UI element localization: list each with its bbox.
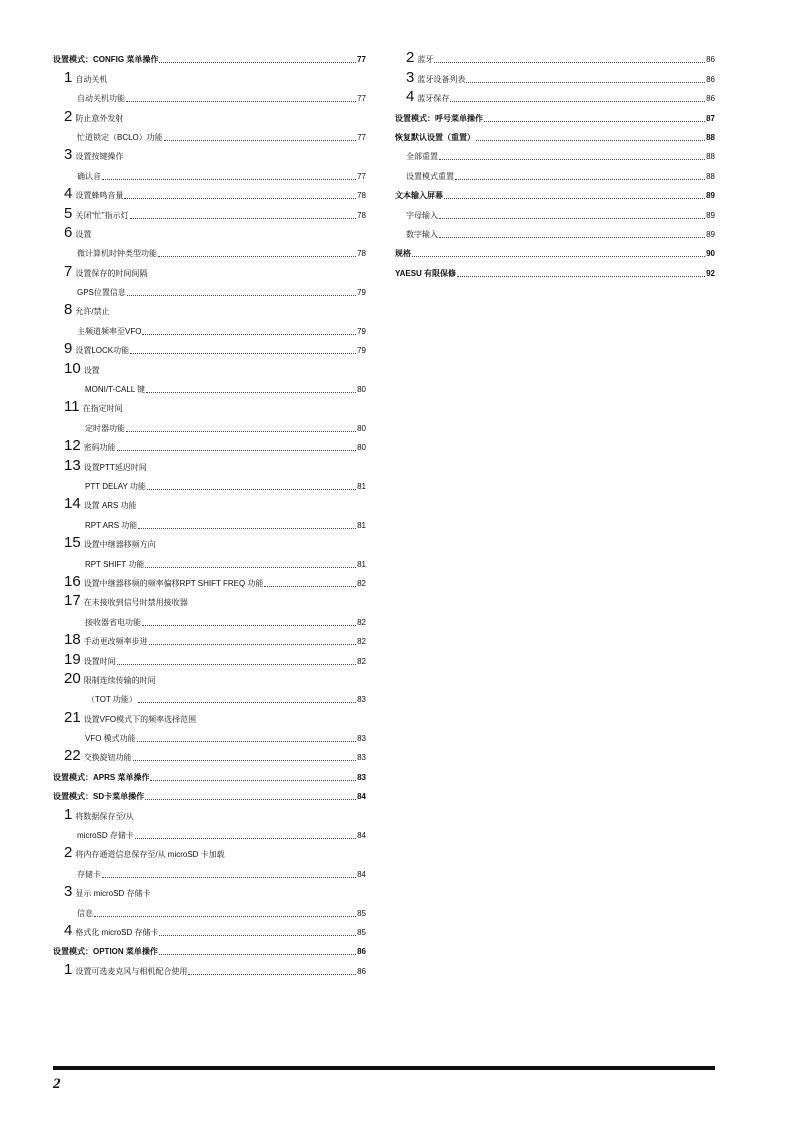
- dot-leader: [145, 799, 356, 800]
- toc-sub-item[interactable]: [395, 221, 715, 240]
- item-number: 2: [64, 844, 73, 862]
- page-ref: 82: [357, 578, 366, 588]
- item-title: 蓝牙: [417, 55, 434, 65]
- toc-sub-item[interactable]: [53, 317, 366, 336]
- dot-leader: [124, 198, 356, 199]
- dot-leader: [264, 586, 356, 587]
- toc-section-heading[interactable]: [395, 124, 715, 143]
- item-title: 设置VFO模式下的频率选择范围: [83, 714, 197, 724]
- page-ref: 86: [706, 55, 715, 65]
- toc-sub-item[interactable]: [53, 899, 366, 918]
- item-title: 设置: [83, 365, 100, 375]
- item-title: 在指定时间: [82, 404, 123, 414]
- item-title: 设置中继器移频方向: [83, 540, 156, 550]
- page-ref: 82: [357, 637, 366, 647]
- dot-leader: [146, 392, 356, 393]
- item-number: 1: [64, 68, 73, 86]
- item-title: 设置模式：APRS 菜单操作: [53, 772, 150, 782]
- toc-numbered-item: [53, 104, 366, 123]
- toc-sub-item[interactable]: [53, 162, 366, 181]
- toc-sub-item[interactable]: [53, 473, 366, 492]
- toc-numbered-item[interactable]: [53, 957, 366, 976]
- dot-leader: [159, 62, 356, 63]
- item-title: 字母输入: [406, 210, 438, 220]
- page-ref: 79: [357, 346, 366, 356]
- item-title: 交换旋钮功能: [83, 753, 132, 763]
- dot-leader: [439, 237, 705, 238]
- item-number: 2: [406, 49, 415, 67]
- item-title: 设置LOCK功能: [75, 346, 130, 356]
- toc-sub-item[interactable]: [53, 124, 366, 143]
- item-number: 7: [64, 262, 73, 280]
- item-title: PTT DELAY 功能: [85, 481, 146, 491]
- dot-leader: [149, 644, 356, 645]
- page-ref: 77: [357, 94, 366, 104]
- dot-leader: [94, 916, 356, 917]
- dot-leader: [439, 218, 705, 219]
- toc-numbered-item[interactable]: [53, 919, 366, 938]
- item-number: 6: [64, 223, 73, 241]
- item-number: 4: [406, 88, 415, 106]
- item-title: 设置模式：OPTION 菜单操作: [53, 947, 158, 957]
- dot-leader: [135, 838, 356, 839]
- item-title: 设置模式：呼号菜单操作: [395, 113, 483, 123]
- toc-numbered-item: [53, 221, 366, 240]
- page-ref: 80: [357, 423, 366, 433]
- toc-sub-item[interactable]: [53, 686, 366, 705]
- dot-leader: [476, 140, 705, 141]
- toc-sub-item[interactable]: [53, 725, 366, 744]
- toc-sub-item[interactable]: [53, 550, 366, 569]
- page-ref: 79: [357, 288, 366, 298]
- page-ref: 82: [357, 617, 366, 627]
- toc-numbered-item[interactable]: [53, 434, 366, 453]
- item-number: 5: [64, 204, 73, 222]
- toc-section-heading[interactable]: [395, 182, 715, 201]
- toc-numbered-item: [53, 531, 366, 550]
- toc-numbered-item[interactable]: [53, 647, 366, 666]
- item-number: 3: [64, 883, 73, 901]
- item-title: 密码功能: [83, 443, 116, 453]
- item-title: 设置时间: [83, 656, 116, 666]
- item-number: 1: [64, 960, 73, 978]
- page-ref: 81: [357, 481, 366, 491]
- toc-sub-item[interactable]: [53, 279, 366, 298]
- dot-leader: [137, 741, 356, 742]
- page-ref: 83: [357, 772, 366, 782]
- item-number: 14: [64, 495, 81, 513]
- dot-leader: [158, 256, 356, 257]
- item-number: 21: [64, 708, 81, 726]
- item-title: 设置蜂鸣音量: [75, 191, 124, 201]
- page-ref: 81: [357, 520, 366, 530]
- item-number: 15: [64, 534, 81, 552]
- toc-sub-item[interactable]: [53, 511, 366, 530]
- page-ref: 89: [706, 191, 715, 201]
- item-number: 22: [64, 747, 81, 765]
- page-ref: 86: [706, 74, 715, 84]
- item-number: 16: [64, 572, 81, 590]
- page-ref: 88: [706, 152, 715, 162]
- toc-section-heading[interactable]: [395, 104, 715, 123]
- item-title: 显示 microSD 存储卡: [75, 889, 151, 899]
- item-number: 2: [64, 107, 73, 125]
- toc-numbered-item: [53, 143, 366, 162]
- page-ref: 77: [357, 171, 366, 181]
- toc-sub-item[interactable]: [53, 376, 366, 395]
- page-ref: 83: [357, 695, 366, 705]
- item-number: 18: [64, 631, 81, 649]
- toc-numbered-item[interactable]: [395, 65, 715, 84]
- page-ref: 84: [357, 792, 366, 802]
- item-title: GPS位置信息: [77, 288, 126, 298]
- page-ref: 80: [357, 443, 366, 453]
- page-ref: 85: [357, 908, 366, 918]
- toc-numbered-item: [53, 356, 366, 375]
- item-title: 定时器功能: [85, 423, 125, 433]
- item-title: （TOT 功能）: [87, 695, 137, 705]
- footer-rule: [53, 1066, 715, 1070]
- item-title: 自动关机功能: [77, 94, 125, 104]
- item-title: 蓝牙保存: [417, 94, 450, 104]
- item-title: 数字输入: [406, 229, 438, 239]
- toc-sub-item[interactable]: [53, 240, 366, 259]
- item-title: 设置中继器移频的频率偏移RPT SHIFT FREQ 功能: [83, 578, 264, 588]
- item-title: YAESU 有限保修: [395, 268, 457, 278]
- dot-leader: [138, 702, 356, 703]
- item-title: 文本输入屏幕: [395, 191, 443, 201]
- item-number: 17: [64, 592, 81, 610]
- toc-sub-item[interactable]: [53, 414, 366, 433]
- dot-leader: [142, 334, 356, 335]
- item-title: 设置按键操作: [75, 152, 124, 162]
- toc-sub-item[interactable]: [53, 860, 366, 879]
- item-number: 9: [64, 340, 73, 358]
- toc-section-heading[interactable]: [53, 938, 366, 957]
- item-title: 允许/禁止: [75, 307, 110, 317]
- toc-left-column: [53, 46, 366, 977]
- page-ref: 77: [357, 132, 366, 142]
- item-title: 蓝牙设备列表: [417, 74, 466, 84]
- dot-leader: [484, 121, 705, 122]
- dot-leader: [142, 625, 356, 626]
- item-title: RPT ARS 功能: [85, 520, 138, 530]
- item-title: MONI/T-CALL 键: [85, 385, 146, 395]
- item-number: 20: [64, 669, 81, 687]
- item-number: 11: [64, 398, 80, 416]
- item-title: 存储卡: [77, 869, 101, 879]
- dot-leader: [466, 82, 705, 83]
- toc-sub-item[interactable]: [395, 143, 715, 162]
- dot-leader: [126, 101, 356, 102]
- dot-leader: [102, 877, 356, 878]
- toc-numbered-item: [53, 65, 366, 84]
- toc-numbered-item: [53, 705, 366, 724]
- item-number: 19: [64, 650, 81, 668]
- dot-leader: [102, 179, 356, 180]
- page-ref: 86: [357, 947, 366, 957]
- dot-leader: [138, 528, 356, 529]
- toc-sub-item[interactable]: [395, 162, 715, 181]
- page-ref: 80: [357, 385, 366, 395]
- item-title: 规格: [395, 249, 411, 259]
- toc-numbered-item: [53, 395, 366, 414]
- toc-numbered-item: [53, 802, 366, 821]
- page-ref: 86: [706, 94, 715, 104]
- toc-sub-item[interactable]: [53, 822, 366, 841]
- page-ref: 82: [357, 656, 366, 666]
- item-number: 8: [64, 301, 73, 319]
- item-title: 设置 ARS 功能: [83, 501, 137, 511]
- toc-numbered-item: [53, 298, 366, 317]
- toc-section-heading[interactable]: [53, 783, 366, 802]
- item-title: RPT SHIFT 功能: [85, 559, 145, 569]
- dot-leader: [130, 218, 356, 219]
- item-number: 1: [64, 805, 73, 823]
- dot-leader: [117, 450, 356, 451]
- page-ref: 90: [706, 249, 715, 259]
- dot-leader: [444, 198, 705, 199]
- item-number: 13: [64, 456, 81, 474]
- page-ref: 78: [357, 210, 366, 220]
- item-number: 3: [64, 146, 73, 164]
- dot-leader: [159, 954, 356, 955]
- item-title: 手动更改频率步进: [83, 637, 148, 647]
- toc-numbered-item: [53, 492, 366, 511]
- item-number: 4: [64, 185, 73, 203]
- page-ref: 85: [357, 927, 366, 937]
- toc-numbered-item[interactable]: [53, 182, 366, 201]
- page-number: 2: [53, 1076, 61, 1092]
- page-ref: 83: [357, 753, 366, 763]
- item-title: 设置模式：SD卡菜单操作: [53, 792, 145, 802]
- item-title: 防止意外发射: [75, 113, 124, 123]
- toc-numbered-item: [53, 880, 366, 899]
- dot-leader: [150, 780, 356, 781]
- toc-sub-item[interactable]: [395, 201, 715, 220]
- item-title: VFO 模式功能: [85, 734, 136, 744]
- item-title: 信息: [77, 908, 93, 918]
- item-title: 将数据保存至/从: [75, 811, 134, 821]
- toc-numbered-item: [53, 589, 366, 608]
- item-number: 12: [64, 437, 81, 455]
- dot-leader: [434, 62, 705, 63]
- dot-leader: [188, 974, 356, 975]
- dot-leader: [147, 489, 356, 490]
- toc-numbered-item: [53, 667, 366, 686]
- dot-leader: [450, 101, 705, 102]
- toc-numbered-item[interactable]: [53, 201, 366, 220]
- toc-section-heading[interactable]: [395, 259, 715, 278]
- dot-leader: [455, 179, 705, 180]
- item-title: 设置模式：CONFIG 菜单操作: [53, 55, 159, 65]
- toc-right-column: [395, 46, 715, 279]
- page-ref: 84: [357, 831, 366, 841]
- dot-leader: [130, 353, 356, 354]
- item-title: 接收器省电功能: [85, 617, 141, 627]
- page-ref: 83: [357, 734, 366, 744]
- toc-numbered-item[interactable]: [395, 85, 715, 104]
- toc-numbered-item: [53, 259, 366, 278]
- page-ref: 92: [706, 268, 715, 278]
- item-title: 设置模式重置: [406, 171, 454, 181]
- item-title: 微计算机时钟类型功能: [77, 249, 157, 259]
- dot-leader: [126, 431, 356, 432]
- page-ref: 88: [706, 171, 715, 181]
- item-title: 在未接收到信号时禁用接收器: [83, 598, 188, 608]
- toc-sub-item[interactable]: [53, 85, 366, 104]
- item-title: 确认音: [77, 171, 101, 181]
- page-ref: 87: [706, 113, 715, 123]
- dot-leader: [127, 295, 356, 296]
- dot-leader: [457, 276, 705, 277]
- toc-numbered-item[interactable]: [53, 628, 366, 647]
- page-ref: 86: [357, 966, 366, 976]
- item-title: 限制连续传输的时间: [83, 675, 156, 685]
- dot-leader: [439, 159, 705, 160]
- page-ref: 88: [706, 132, 715, 142]
- toc-section-heading[interactable]: [395, 240, 715, 259]
- item-title: 关闭“忙”指示灯: [75, 210, 129, 220]
- toc-sub-item[interactable]: [53, 608, 366, 627]
- toc-numbered-item: [53, 841, 366, 860]
- item-title: 主频道频率至VFO: [77, 326, 142, 336]
- toc-numbered-item[interactable]: [395, 46, 715, 65]
- page-ref: 89: [706, 210, 715, 220]
- page-ref: 89: [706, 229, 715, 239]
- page-ref: 77: [357, 55, 366, 65]
- item-title: 忙道锁定（BCLO）功能: [77, 132, 163, 142]
- dot-leader: [133, 760, 356, 761]
- toc-numbered-item[interactable]: [53, 570, 366, 589]
- dot-leader: [412, 256, 705, 257]
- toc-numbered-item[interactable]: [53, 744, 366, 763]
- toc-numbered-item: [53, 453, 366, 472]
- item-number: 4: [64, 921, 73, 939]
- item-title: 设置保存的时间间隔: [75, 268, 148, 278]
- item-title: 全部重置: [406, 152, 438, 162]
- toc-numbered-item[interactable]: [53, 337, 366, 356]
- page-ref: 79: [357, 326, 366, 336]
- dot-leader: [164, 140, 356, 141]
- dot-leader: [117, 664, 356, 665]
- item-title: microSD 存储卡: [77, 831, 134, 841]
- item-title: 将内存通道信息保存至/从 microSD 卡加载: [75, 850, 225, 860]
- toc-section-heading[interactable]: [53, 763, 366, 782]
- toc-section-heading[interactable]: [53, 46, 366, 65]
- item-number: 10: [64, 359, 81, 377]
- dot-leader: [145, 567, 356, 568]
- item-title: 格式化 microSD 存储卡: [75, 927, 159, 937]
- dot-leader: [159, 935, 356, 936]
- page-ref: 78: [357, 191, 366, 201]
- item-title: 设置可选麦克风与相机配合使用: [75, 966, 188, 976]
- item-title: 设置PTT延迟时间: [83, 462, 147, 472]
- page-ref: 81: [357, 559, 366, 569]
- item-title: 设置: [75, 229, 92, 239]
- page-ref: 84: [357, 869, 366, 879]
- item-title: 自动关机: [75, 74, 108, 84]
- item-number: 3: [406, 68, 415, 86]
- item-title: 恢复默认设置（重置）: [395, 132, 475, 142]
- page-ref: 78: [357, 249, 366, 259]
